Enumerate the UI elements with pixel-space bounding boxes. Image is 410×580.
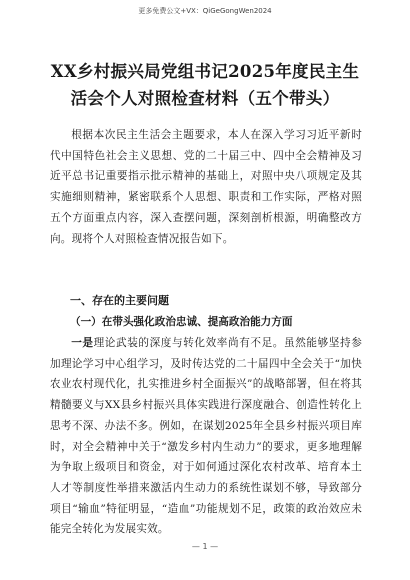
document-title: XX乡村振兴局党组书记2025年度民主生活会个人对照检查材料（五个带头） [50,62,360,108]
section-heading: 一、存在的主要问题 [70,294,169,307]
paragraph-lead: 一是 [71,337,94,349]
paragraph-text: 理论武装的深度与转化效率尚有不足。虽然能够坚持参加理论学习中心组学习，及时传达党的二十届四中全会关于“加快农业农村现代化，扎实推进乡村全面振兴”的战略部署，但在将其精髓要义与XX县乡村振兴具体实践进行深度融合、创造性转化上思考不深、办法不多。例如，在谋划2025年全县乡村振兴项目库时，对全会精神中关于“激发乡村内生动力”的要求，更多地理解为争取上级项目和资金，对于如何通过深化农村改革、培育本土人才等制度性举措来激活内生动力的系统性谋划不够，导致部分项目“输血”特征明显，“造血”功能规划不足，政策的政治效应未能完全转化为发展实效。 [50,337,362,536]
page-number: — 1 — [191,542,219,551]
header-note: 更多免费公文+VX：QiGeGongWen2024 [138,7,272,15]
intro-paragraph: 根据本次民主生活会主题要求，本人在深入学习习近平新时代中国特色社会主义思想、党的二十届三中、四中全会精神及习近平总书记重要指示批示精神的基础上，对照中央八项规定及其实施细则精神，紧密联系个人思想、职责和工作实际，严格对照五个方面重点内容，深入查摆问题，深刻剖析根源，明确整改方向。现将个人对照检查情况报告如下。 [50,129,362,245]
body-paragraph [50,333,362,540]
subsection-heading: （一）在带头强化政治忠诚、提高政治能力方面 [70,316,293,328]
